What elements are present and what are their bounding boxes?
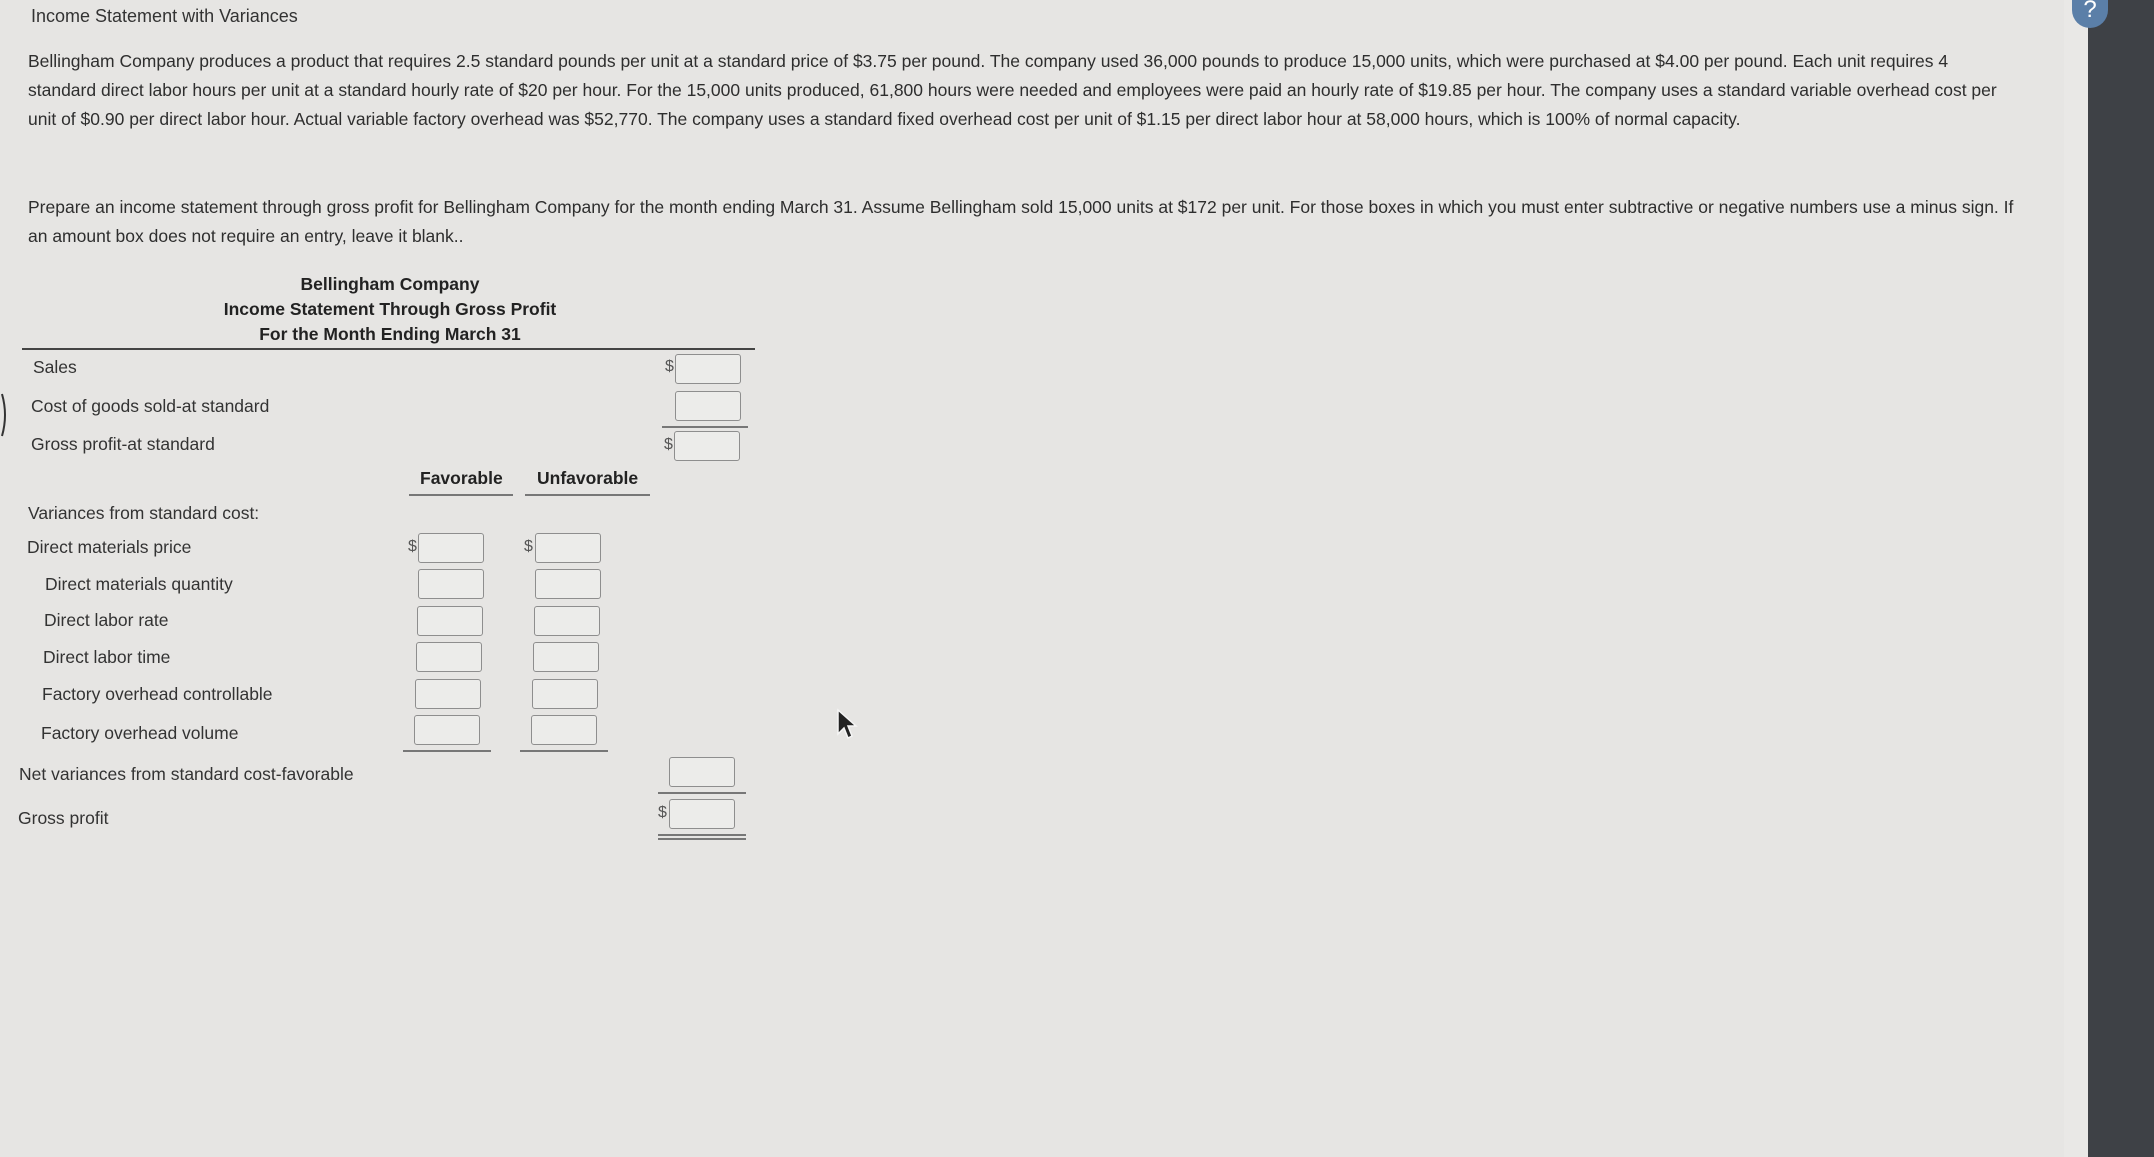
sales-input[interactable] xyxy=(675,354,741,384)
currency-symbol: $ xyxy=(524,538,533,555)
currency-symbol: $ xyxy=(408,538,417,555)
favorable-column-header: Favorable xyxy=(420,468,503,488)
net-variances-input[interactable] xyxy=(669,757,735,787)
dl-rate-label: Direct labor rate xyxy=(44,610,169,630)
cogs-input[interactable] xyxy=(675,391,741,421)
instructions-text: Prepare an income statement through gross profit for Bellingham Company for the month ending March 31. Assume Bellingham sold 15,000 units at $172 per unit. For those boxes in which you must enter subtractive or negative numbers use a minus sign. If an amount box does not require an entry, leave it blank.. xyxy=(28,197,2014,246)
unfavorable-total-rule xyxy=(520,750,608,752)
gross-profit-double-rule-bottom xyxy=(658,838,746,840)
unfavorable-column-header: Unfavorable xyxy=(537,468,639,488)
currency-symbol: $ xyxy=(658,804,667,821)
foh-controllable-unfavorable-input[interactable] xyxy=(532,679,598,709)
dm-price-label: Direct materials price xyxy=(27,537,192,557)
dl-time-unfavorable-input[interactable] xyxy=(533,642,599,672)
dm-price-unfavorable-input[interactable] xyxy=(535,533,601,563)
unfavorable-header-rule xyxy=(525,494,650,496)
subtotal-rule xyxy=(662,426,748,428)
favorable-header-rule xyxy=(409,494,513,496)
left-edge-bracket xyxy=(0,392,10,438)
gross-profit-standard-label: Gross profit-at standard xyxy=(31,434,215,454)
page-title: Income Statement with Variances xyxy=(31,6,298,26)
dl-rate-favorable-input[interactable] xyxy=(417,606,483,636)
help-icon[interactable]: ? xyxy=(2072,0,2108,28)
gross-profit-double-rule-top xyxy=(658,834,746,836)
foh-volume-label: Factory overhead volume xyxy=(41,723,239,743)
dm-quantity-favorable-input[interactable] xyxy=(418,569,484,599)
currency-symbol: $ xyxy=(664,436,673,453)
variances-header: Variances from standard cost: xyxy=(28,503,260,523)
company-name: Bellingham Company xyxy=(300,274,480,294)
net-variances-label: Net variances from standard cost-favorable xyxy=(19,764,354,784)
cogs-label: Cost of goods sold-at standard xyxy=(31,396,270,416)
foh-controllable-favorable-input[interactable] xyxy=(415,679,481,709)
foh-controllable-label: Factory overhead controllable xyxy=(42,684,273,704)
gross-profit-input[interactable] xyxy=(669,799,735,829)
gross-profit-label: Gross profit xyxy=(18,808,109,828)
header-rule xyxy=(22,348,755,350)
mouse-pointer-icon xyxy=(836,708,858,742)
dl-time-favorable-input[interactable] xyxy=(416,642,482,672)
statement-title: Income Statement Through Gross Profit xyxy=(223,299,557,319)
dm-quantity-label: Direct materials quantity xyxy=(45,574,233,594)
currency-symbol: $ xyxy=(665,358,674,375)
foh-volume-favorable-input[interactable] xyxy=(414,715,480,745)
dl-rate-unfavorable-input[interactable] xyxy=(534,606,600,636)
dm-quantity-unfavorable-input[interactable] xyxy=(535,569,601,599)
gross-profit-standard-input[interactable] xyxy=(674,431,740,461)
right-panel-strip xyxy=(2064,0,2088,1157)
net-variances-rule xyxy=(658,792,746,794)
sales-label: Sales xyxy=(33,357,77,377)
favorable-total-rule xyxy=(403,750,491,752)
dl-time-label: Direct labor time xyxy=(43,647,171,667)
foh-volume-unfavorable-input[interactable] xyxy=(531,715,597,745)
dm-price-favorable-input[interactable] xyxy=(418,533,484,563)
problem-text: Bellingham Company produces a product that requires 2.5 standard pounds per unit at a standard price of $3.75 per pound. The company used 36,000 pounds to produce 15,000 units, which were purchased at $4.00 per pound. Each unit requires 4 standard direct labor hours per unit at a standard hourly rate of $20 per hour. For the 15,000 units produced, 61,800 hours were needed and employees were paid an hourly rate of $19.85 per hour. The company uses a standard variable overhead cost per unit of $0.90 per direct labor hour. Actual variable factory overhead was $52,770. The company uses a standard fixed overhead cost per unit of $1.15 per direct labor hour at 58,000 hours, which is 100% of normal capacity. xyxy=(28,51,1997,129)
statement-period: For the Month Ending March 31 xyxy=(259,324,521,344)
